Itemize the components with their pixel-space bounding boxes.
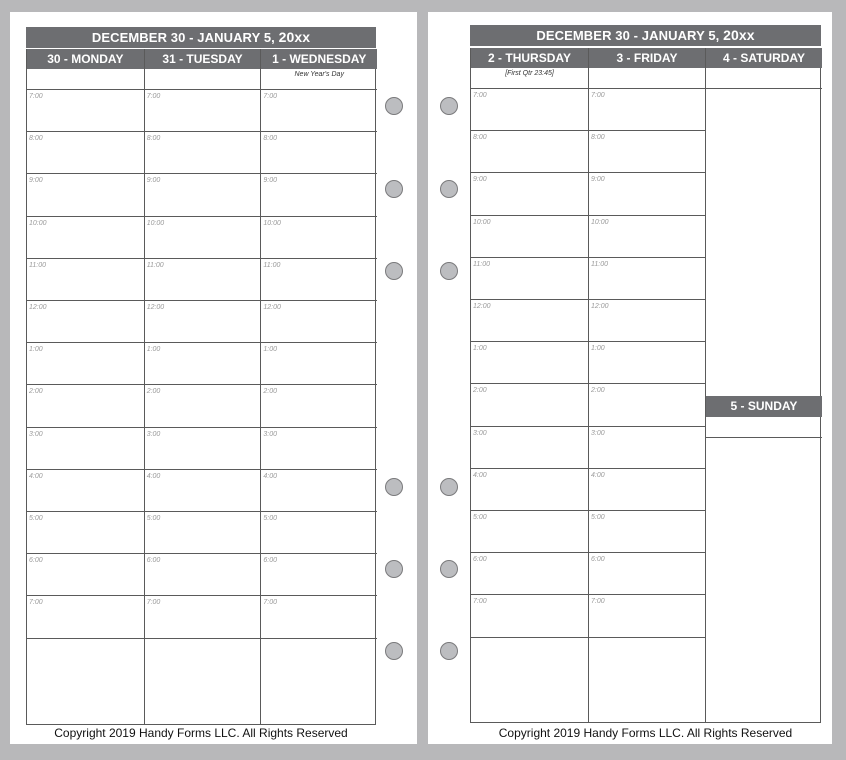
- time-slot[interactable]: [589, 384, 705, 426]
- time-slot[interactable]: [27, 554, 144, 596]
- time-label: 5:00: [146, 515, 161, 522]
- left-page: [10, 12, 417, 744]
- binder-hole: [385, 262, 403, 280]
- binder-hole: [440, 262, 458, 280]
- time-slot[interactable]: [589, 89, 705, 131]
- time-label: 7:00: [473, 92, 487, 99]
- day-header: 31 - TUESDAY: [145, 49, 261, 69]
- time-label: 6:00: [263, 557, 278, 565]
- time-slot[interactable]: [27, 132, 144, 174]
- time-label: 3:00: [591, 429, 605, 437]
- binder-hole: [385, 642, 403, 660]
- time-slot[interactable]: [27, 470, 144, 512]
- week-title-year: 20xx: [278, 29, 311, 45]
- time-label: 1:00: [591, 345, 605, 353]
- time-label: 7:00: [29, 599, 43, 607]
- time-label: 10:00: [263, 219, 281, 227]
- time-label: 8:00: [146, 135, 161, 143]
- time-label: 5:00: [263, 515, 278, 522]
- day-column: [144, 49, 261, 724]
- time-label: 2:00: [146, 388, 161, 396]
- time-label: 1:00: [146, 346, 161, 354]
- time-slot[interactable]: [145, 470, 261, 512]
- time-slot[interactable]: [471, 511, 588, 553]
- day-column: [471, 48, 588, 722]
- day-note: [27, 69, 144, 71]
- sunday-note-area[interactable]: [706, 417, 822, 438]
- time-label: 6:00: [29, 557, 43, 565]
- time-slot[interactable]: [261, 259, 377, 301]
- time-label: 7:00: [263, 93, 278, 100]
- day-header: 4 - SATURDAY: [706, 48, 822, 68]
- binder-hole: [385, 478, 403, 496]
- day-column: [705, 48, 822, 722]
- time-label: 3:00: [263, 430, 278, 438]
- time-slot[interactable]: [145, 554, 261, 596]
- binder-hole: [440, 642, 458, 660]
- binder-hole: [440, 560, 458, 578]
- time-slot[interactable]: [261, 428, 377, 470]
- week-title: [26, 27, 376, 48]
- time-slot[interactable]: [589, 131, 705, 173]
- day-note: [145, 69, 261, 71]
- time-slot[interactable]: [261, 132, 377, 174]
- time-slot[interactable]: [145, 385, 261, 427]
- day-note: [589, 68, 705, 70]
- time-label: 2:00: [591, 387, 605, 395]
- time-slot[interactable]: [27, 385, 144, 427]
- time-slot[interactable]: [145, 512, 261, 554]
- time-label: 5:00: [29, 515, 43, 522]
- time-label: 10:00: [591, 218, 609, 226]
- time-label: 10:00: [29, 219, 47, 227]
- time-slot[interactable]: [27, 174, 144, 216]
- time-slot[interactable]: [145, 343, 261, 385]
- time-label: 6:00: [146, 557, 161, 565]
- time-slot[interactable]: [145, 259, 261, 301]
- day-header: 30 - MONDAY: [27, 49, 144, 69]
- time-slot[interactable]: [471, 216, 588, 258]
- day-note-area[interactable]: [706, 68, 822, 89]
- day-column: [588, 48, 705, 722]
- day-note: [706, 68, 822, 70]
- time-slot[interactable]: [145, 428, 261, 470]
- time-slot[interactable]: [27, 428, 144, 470]
- copyright-text: Copyright 2019 Handy Forms LLC. All Rights Reserved: [498, 726, 793, 740]
- time-slot[interactable]: [145, 217, 261, 259]
- time-label: 7:00: [591, 598, 605, 606]
- time-slot[interactable]: [27, 343, 144, 385]
- time-label: 7:00: [263, 599, 278, 607]
- time-slot[interactable]: [589, 469, 705, 511]
- time-slot[interactable]: [589, 300, 705, 342]
- week-title: [470, 25, 821, 46]
- time-label: 6:00: [473, 556, 487, 564]
- day-note: [First Qtr 23:45]: [505, 70, 554, 77]
- time-label: 3:00: [29, 430, 43, 438]
- day-column: [27, 49, 144, 724]
- time-slot[interactable]: [27, 512, 144, 554]
- time-label: 9:00: [29, 177, 43, 185]
- week-title-text: DECEMBER 30 - JANUARY 5,: [91, 30, 279, 45]
- time-label: 7:00: [146, 599, 161, 607]
- time-slot[interactable]: [27, 90, 144, 132]
- time-label: 11:00: [473, 260, 490, 268]
- binder-hole: [440, 180, 458, 198]
- time-label: 4:00: [263, 472, 278, 480]
- time-slot[interactable]: [27, 301, 144, 343]
- time-label: 7:00: [591, 92, 605, 99]
- time-label: 9:00: [146, 177, 161, 185]
- day-note-area[interactable]: [27, 69, 144, 90]
- time-slot[interactable]: [471, 384, 588, 426]
- binder-hole: [440, 97, 458, 115]
- time-slot[interactable]: [471, 342, 588, 384]
- left-day-grid: [26, 49, 376, 725]
- binder-hole: [385, 180, 403, 198]
- time-slot[interactable]: [145, 132, 261, 174]
- week-title-year: 20xx: [723, 27, 755, 43]
- time-label: 11:00: [591, 260, 608, 268]
- time-label: 7:00: [146, 93, 161, 100]
- time-slot[interactable]: [471, 553, 588, 595]
- time-slot[interactable]: [471, 131, 588, 173]
- time-slot[interactable]: [471, 427, 588, 469]
- time-label: 9:00: [263, 177, 278, 185]
- day-header: 2 - THURSDAY: [471, 48, 588, 68]
- time-label: 12:00: [263, 304, 281, 311]
- time-label: 5:00: [591, 514, 605, 521]
- time-slot[interactable]: [145, 596, 261, 638]
- time-slot[interactable]: [27, 259, 144, 301]
- time-slot[interactable]: [261, 554, 377, 596]
- time-slot[interactable]: [261, 90, 377, 132]
- time-label: 11:00: [263, 261, 281, 269]
- right-day-grid: [470, 48, 821, 723]
- time-slot[interactable]: [589, 511, 705, 553]
- time-label: 7:00: [473, 598, 487, 606]
- binder-hole: [440, 478, 458, 496]
- time-label: 4:00: [591, 471, 605, 479]
- time-label: 9:00: [591, 176, 605, 184]
- day-note: New Year's Day: [294, 71, 344, 78]
- time-label: 11:00: [29, 261, 46, 269]
- time-label: 4:00: [146, 472, 161, 480]
- time-slot[interactable]: [261, 301, 377, 343]
- time-slot[interactable]: [145, 301, 261, 343]
- time-slot[interactable]: [471, 595, 588, 637]
- time-label: 2:00: [473, 387, 487, 395]
- time-label: 7:00: [29, 93, 43, 100]
- time-label: 8:00: [591, 134, 605, 142]
- time-slot[interactable]: [261, 385, 377, 427]
- binder-hole: [385, 97, 403, 115]
- time-slot[interactable]: [589, 173, 705, 215]
- day-header: 1 - WEDNESDAY: [261, 49, 377, 69]
- time-label: 4:00: [29, 472, 43, 480]
- time-slot[interactable]: [471, 300, 588, 342]
- time-slot[interactable]: [589, 553, 705, 595]
- time-label: 3:00: [473, 429, 487, 437]
- time-label: 2:00: [263, 388, 278, 396]
- time-label: 12:00: [146, 304, 165, 311]
- time-slot[interactable]: [261, 343, 377, 385]
- time-label: 1:00: [29, 346, 43, 354]
- time-slot[interactable]: [589, 427, 705, 469]
- right-page: [428, 12, 832, 744]
- time-label: 12:00: [473, 303, 491, 310]
- binder-hole: [385, 560, 403, 578]
- time-label: 8:00: [473, 134, 487, 142]
- time-label: 8:00: [29, 135, 43, 143]
- time-slot[interactable]: [471, 258, 588, 300]
- day-note-area[interactable]: [145, 69, 261, 90]
- time-label: 1:00: [263, 346, 278, 354]
- time-slot[interactable]: [471, 89, 588, 131]
- time-slot[interactable]: [261, 596, 377, 638]
- time-label: 12:00: [591, 303, 609, 310]
- time-label: 1:00: [473, 345, 487, 353]
- copyright-text: Copyright 2019 Handy Forms LLC. All Rights Reserved: [54, 726, 348, 740]
- day-note-area[interactable]: [261, 69, 377, 90]
- time-slot[interactable]: [589, 342, 705, 384]
- time-slot[interactable]: [589, 595, 705, 637]
- time-label: 2:00: [29, 388, 43, 396]
- time-slot[interactable]: [471, 173, 588, 215]
- time-slot[interactable]: [261, 217, 377, 259]
- time-slot[interactable]: [27, 217, 144, 259]
- time-slot[interactable]: [261, 470, 377, 512]
- week-title-text: DECEMBER 30 - JANUARY 5,: [536, 28, 724, 43]
- time-slot[interactable]: [589, 258, 705, 300]
- day-column: [260, 49, 377, 724]
- time-slot[interactable]: [261, 512, 377, 554]
- time-label: 9:00: [473, 176, 487, 184]
- time-label: 3:00: [146, 430, 161, 438]
- time-label: 5:00: [473, 514, 487, 521]
- time-slot[interactable]: [27, 596, 144, 638]
- time-label: 4:00: [473, 471, 487, 479]
- sunday-header: 5 - SUNDAY: [706, 396, 822, 417]
- time-label: 12:00: [29, 304, 47, 311]
- time-label: 10:00: [473, 218, 491, 226]
- time-label: 11:00: [146, 261, 164, 269]
- time-slot[interactable]: [145, 174, 261, 216]
- day-note-area[interactable]: [471, 68, 588, 89]
- day-header: 3 - FRIDAY: [589, 48, 705, 68]
- time-slot[interactable]: [145, 90, 261, 132]
- time-label: 8:00: [263, 135, 278, 143]
- time-label: 10:00: [146, 219, 165, 227]
- time-slot[interactable]: [471, 469, 588, 511]
- time-slot[interactable]: [589, 216, 705, 258]
- day-note-area[interactable]: [589, 68, 705, 89]
- time-slot[interactable]: [261, 174, 377, 216]
- time-label: 6:00: [591, 556, 605, 564]
